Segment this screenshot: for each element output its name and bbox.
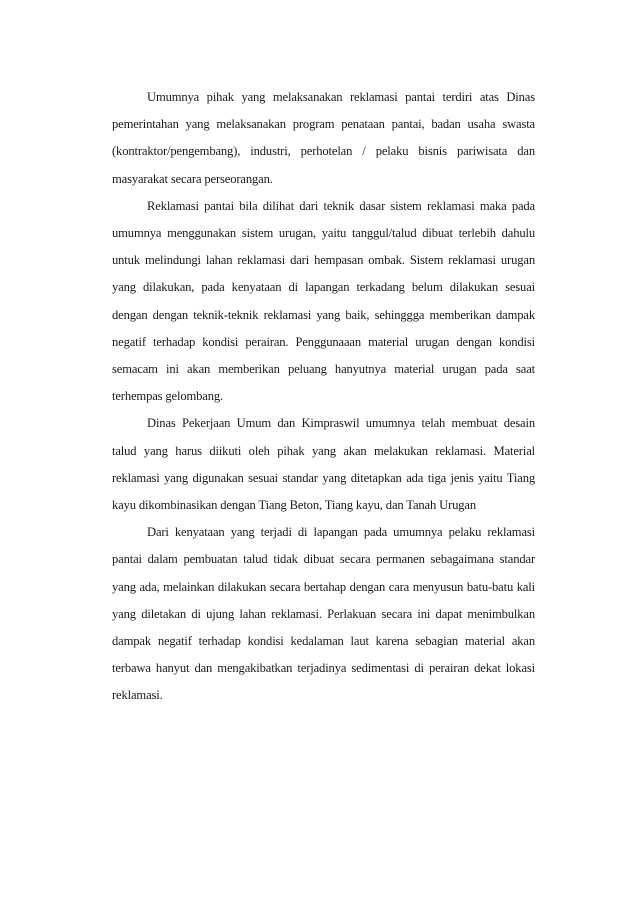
paragraph-2: Reklamasi pantai bila dilihat dari teknik dasar sistem reklamasi maka pada umumnya menggunakan sistem urugan, yaitu tanggul/talud dibuat terlebih dahulu untuk melindungi lahan reklamasi dari hempasan ombak. Sistem reklamasi urugan yang dilakukan, pada kenyataan di lapangan terkadang belum dilakukan sesuai dengan dengan teknik-teknik reklamasi yang baik, sehinggga memberikan dampak negatif terhadap kondisi perairan. Penggunaaan material urugan dengan kondisi semacam ini akan memberikan peluang hanyutnya material urugan pada saat terhempas gelombang. (112, 198, 535, 404)
paragraph-3: Dinas Pekerjaan Umum dan Kimpraswil umumnya telah membuat desain talud yang harus diikuti oleh pihak yang akan melakukan reklamasi. Material reklamasi yang digunakan sesuai standar yang ditetapkan ada tiga jenis yaitu Tiang kayu dikombinasikan dengan Tiang Beton, Tiang kayu, dan Tanah Urugan (112, 416, 535, 513)
paragraph-4: Dari kenyataan yang terjadi di lapangan pada umumnya pelaku reklamasi pantai dalam pembuatan talud tidak dibuat secara permanen sebagaimana standar yang ada, melainkan dilakukan secara bertahap dengan cara menyusun batu-batu kali yang diletakan di ujung lahan reklamasi. Perlakuan secara ini dapat menimbulkan dampak negatif terhadap kondisi kedalaman laut karena sebagian material akan terbawa hanyut dan mengakibatkan terjadinya sedimentasi di perairan dekat lokasi reklamasi. (112, 525, 535, 703)
body-text (112, 84, 535, 710)
paragraph-1: Umumnya pihak yang melaksanakan reklamasi pantai terdiri atas Dinas pemerintahan yang melaksanakan program penataan pantai, badan usaha swasta (kontraktor/pengembang), industri, perhotelan / pelaku bisnis pariwisata dan masyarakat secara perseorangan. (112, 90, 535, 186)
